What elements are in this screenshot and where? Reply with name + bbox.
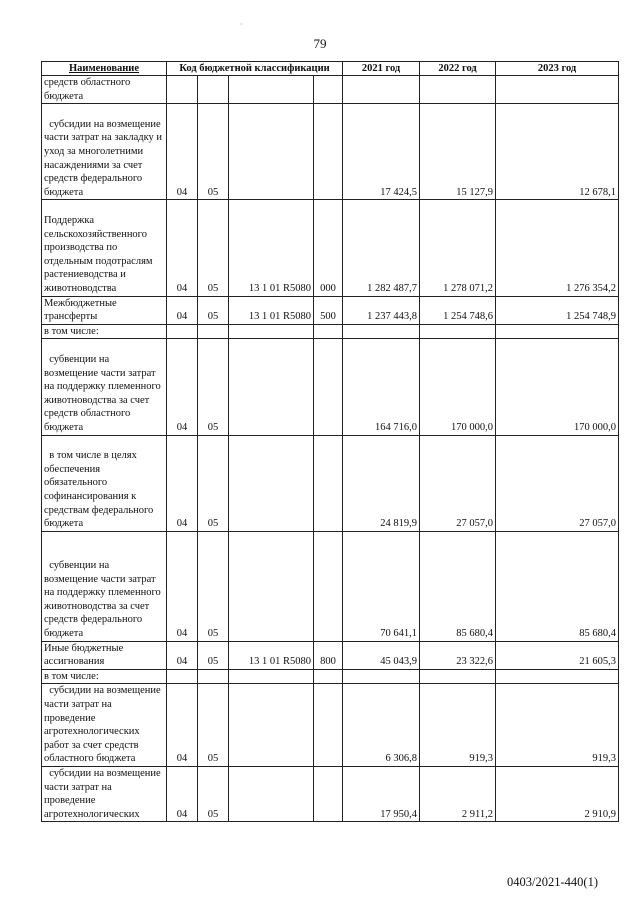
row-section-code: 04 bbox=[167, 200, 198, 296]
row-value-2023: 170 000,0 bbox=[496, 339, 619, 435]
row-section-code: 04 bbox=[167, 684, 198, 767]
row-name: субсидии на возмещение части затрат на проведение агротехнологических работ за счет средств областного бюджета bbox=[42, 684, 167, 767]
row-value-2022: 1 254 748,6 bbox=[420, 296, 496, 324]
row-subsection-code bbox=[198, 76, 229, 104]
row-section-code: 04 bbox=[167, 641, 198, 669]
table-body bbox=[42, 76, 619, 822]
row-target-article bbox=[229, 531, 314, 641]
row-subsection-code: 05 bbox=[198, 296, 229, 324]
table-row bbox=[42, 766, 619, 821]
row-subsection-code bbox=[198, 324, 229, 339]
row-expense-type bbox=[314, 766, 343, 821]
row-expense-type bbox=[314, 324, 343, 339]
row-expense-type bbox=[314, 76, 343, 104]
row-value-2023 bbox=[496, 324, 619, 339]
row-value-2023: 1 276 354,2 bbox=[496, 200, 619, 296]
row-expense-type bbox=[314, 339, 343, 435]
row-section-code bbox=[167, 669, 198, 684]
row-value-2022: 170 000,0 bbox=[420, 339, 496, 435]
row-value-2022: 27 057,0 bbox=[420, 435, 496, 531]
row-value-2022 bbox=[420, 76, 496, 104]
page-number: 79 bbox=[313, 36, 327, 51]
header-2022: 2022 год bbox=[420, 62, 496, 76]
row-value-2023: 27 057,0 bbox=[496, 435, 619, 531]
row-target-article bbox=[229, 76, 314, 104]
row-value-2022: 15 127,9 bbox=[420, 104, 496, 200]
table-row bbox=[42, 339, 619, 435]
row-section-code: 04 bbox=[167, 435, 198, 531]
row-value-2022: 23 322,6 bbox=[420, 641, 496, 669]
row-target-article: 13 1 01 R5080 bbox=[229, 200, 314, 296]
budget-table bbox=[41, 61, 619, 822]
row-value-2021: 164 716,0 bbox=[343, 339, 420, 435]
row-value-2023: 12 678,1 bbox=[496, 104, 619, 200]
row-target-article: 13 1 01 R5080 bbox=[229, 641, 314, 669]
row-value-2022: 919,3 bbox=[420, 684, 496, 767]
row-target-article bbox=[229, 766, 314, 821]
row-target-article bbox=[229, 684, 314, 767]
header-name: Наименование bbox=[42, 62, 167, 76]
table-row bbox=[42, 669, 619, 684]
table-row bbox=[42, 641, 619, 669]
row-subsection-code bbox=[198, 669, 229, 684]
row-name: в том числе в целях обеспечения обязательного софинансирования к средствам федерального бюджета bbox=[42, 435, 167, 531]
row-value-2021: 1 282 487,7 bbox=[343, 200, 420, 296]
row-value-2021 bbox=[343, 76, 420, 104]
scan-speck: · bbox=[240, 20, 243, 29]
row-subsection-code: 05 bbox=[198, 531, 229, 641]
row-value-2021: 70 641,1 bbox=[343, 531, 420, 641]
row-target-article bbox=[229, 339, 314, 435]
row-value-2021 bbox=[343, 669, 420, 684]
row-value-2021: 24 819,9 bbox=[343, 435, 420, 531]
row-expense-type bbox=[314, 435, 343, 531]
row-value-2022 bbox=[420, 669, 496, 684]
row-name: Иные бюджетные ассигнования bbox=[42, 641, 167, 669]
row-value-2022: 85 680,4 bbox=[420, 531, 496, 641]
row-value-2023: 2 910,9 bbox=[496, 766, 619, 821]
row-section-code bbox=[167, 324, 198, 339]
row-value-2021: 45 043,9 bbox=[343, 641, 420, 669]
row-name: Поддержка сельскохозяйственного производства по отдельным подотраслям растениеводства и животноводства bbox=[42, 200, 167, 296]
table-row bbox=[42, 104, 619, 200]
row-value-2022: 1 278 071,2 bbox=[420, 200, 496, 296]
table-header-row bbox=[42, 62, 619, 76]
row-target-article bbox=[229, 324, 314, 339]
row-value-2021: 1 237 443,8 bbox=[343, 296, 420, 324]
row-expense-type bbox=[314, 531, 343, 641]
row-name: Межбюджетные трансферты bbox=[42, 296, 167, 324]
row-name: в том числе: bbox=[42, 324, 167, 339]
row-value-2023 bbox=[496, 669, 619, 684]
row-value-2023: 1 254 748,9 bbox=[496, 296, 619, 324]
row-name: субвенции на возмещение части затрат на поддержку племенного животноводства за счет средств областного бюджета bbox=[42, 339, 167, 435]
row-expense-type: 000 bbox=[314, 200, 343, 296]
row-value-2021 bbox=[343, 324, 420, 339]
row-target-article: 13 1 01 R5080 bbox=[229, 296, 314, 324]
row-section-code: 04 bbox=[167, 104, 198, 200]
table-row bbox=[42, 324, 619, 339]
row-subsection-code: 05 bbox=[198, 200, 229, 296]
row-name: средств областного бюджета bbox=[42, 76, 167, 104]
row-section-code: 04 bbox=[167, 296, 198, 324]
row-name: субсидии на возмещение части затрат на закладку и уход за многолетними насаждениями за счет средств федерального бюджета bbox=[42, 104, 167, 200]
row-value-2021: 6 306,8 bbox=[343, 684, 420, 767]
row-value-2022 bbox=[420, 324, 496, 339]
row-subsection-code: 05 bbox=[198, 339, 229, 435]
row-section-code bbox=[167, 76, 198, 104]
row-expense-type: 800 bbox=[314, 641, 343, 669]
row-name: субвенции на возмещение части затрат на поддержку племенного животноводства за счет средств федерального бюджета bbox=[42, 531, 167, 641]
row-expense-type bbox=[314, 684, 343, 767]
row-subsection-code: 05 bbox=[198, 684, 229, 767]
row-subsection-code: 05 bbox=[198, 766, 229, 821]
row-expense-type bbox=[314, 104, 343, 200]
table-row bbox=[42, 435, 619, 531]
header-2021: 2021 год bbox=[343, 62, 420, 76]
row-section-code: 04 bbox=[167, 339, 198, 435]
row-subsection-code: 05 bbox=[198, 104, 229, 200]
row-section-code: 04 bbox=[167, 531, 198, 641]
table-row bbox=[42, 76, 619, 104]
row-target-article bbox=[229, 435, 314, 531]
row-target-article bbox=[229, 104, 314, 200]
header-code: Код бюджетной классификации bbox=[167, 62, 343, 76]
table-row bbox=[42, 296, 619, 324]
row-target-article bbox=[229, 669, 314, 684]
table-row bbox=[42, 200, 619, 296]
row-expense-type bbox=[314, 669, 343, 684]
row-value-2023 bbox=[496, 76, 619, 104]
row-name: в том числе: bbox=[42, 669, 167, 684]
row-value-2023: 21 605,3 bbox=[496, 641, 619, 669]
row-subsection-code: 05 bbox=[198, 435, 229, 531]
row-value-2021: 17 424,5 bbox=[343, 104, 420, 200]
row-expense-type: 500 bbox=[314, 296, 343, 324]
row-value-2023: 919,3 bbox=[496, 684, 619, 767]
row-value-2021: 17 950,4 bbox=[343, 766, 420, 821]
row-section-code: 04 bbox=[167, 766, 198, 821]
row-name: субсидии на возмещение части затрат на проведение агротехнологических bbox=[42, 766, 167, 821]
row-value-2022: 2 911,2 bbox=[420, 766, 496, 821]
table-row bbox=[42, 531, 619, 641]
header-2023: 2023 год bbox=[496, 62, 619, 76]
row-value-2023: 85 680,4 bbox=[496, 531, 619, 641]
row-subsection-code: 05 bbox=[198, 641, 229, 669]
document-code: 0403/2021-440(1) bbox=[507, 875, 598, 889]
table-row bbox=[42, 684, 619, 767]
